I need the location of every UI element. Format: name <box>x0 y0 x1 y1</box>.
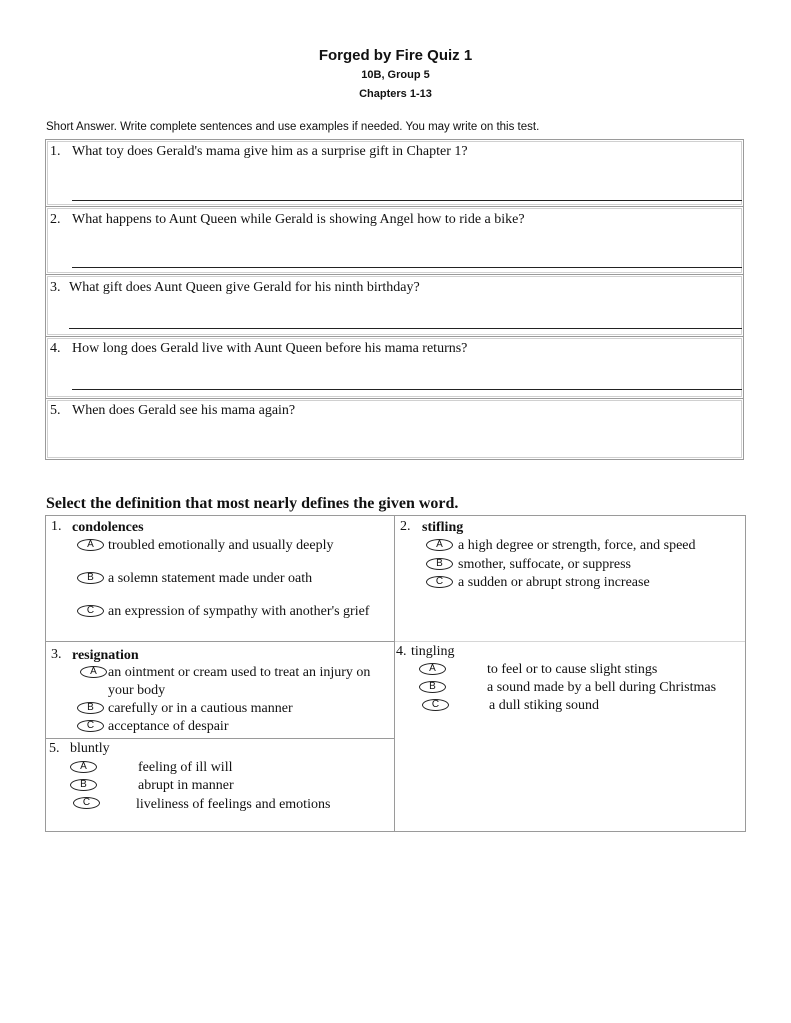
option-b-text: carefully or in a cautious manner <box>108 701 293 716</box>
answer-line[interactable] <box>69 328 742 329</box>
option-c-bubble[interactable]: C <box>77 720 104 732</box>
short-answer-question-4 <box>45 336 744 399</box>
short-answer-question-2 <box>45 206 744 275</box>
option-c-bubble[interactable]: C <box>77 605 104 617</box>
vocabulary-instructions: Select the definition that most nearly defines the given word. <box>46 495 459 512</box>
question-text: When does Gerald see his mama again? <box>72 403 296 418</box>
option-b-bubble[interactable]: B <box>77 702 104 714</box>
option-c-text: liveliness of feelings and emotions <box>136 797 331 812</box>
option-a-text: an ointment or cream used to treat an injury on your body <box>108 665 371 698</box>
question-number: 3. <box>50 280 61 295</box>
grid-divider <box>395 641 745 642</box>
option-c-text: a sudden or abrupt strong increase <box>458 575 650 590</box>
answer-line[interactable] <box>72 200 742 201</box>
short-answer-instructions: Short Answer. Write complete sentences and use examples if needed. You may write on this test. <box>46 121 540 133</box>
option-b-text: abrupt in manner <box>138 778 234 793</box>
option-a-bubble[interactable]: A <box>70 761 97 773</box>
option-a-bubble[interactable]: A <box>77 539 104 551</box>
option-c-bubble[interactable]: C <box>73 797 100 809</box>
option-a-text: feeling of ill will <box>138 760 233 775</box>
vocab-number: 5. <box>49 741 60 756</box>
question-number: 1. <box>50 144 61 159</box>
grid-divider <box>46 738 395 739</box>
option-b-bubble[interactable]: B <box>426 558 453 570</box>
chapters-range: Chapters 1-13 <box>359 88 432 100</box>
question-text: What toy does Gerald's mama give him as a surprise gift in Chapter 1? <box>72 144 468 159</box>
short-answer-question-1 <box>45 139 744 207</box>
option-a-bubble[interactable]: A <box>80 666 107 678</box>
vocab-word: bluntly <box>70 741 110 756</box>
vocab-word: resignation <box>72 648 139 663</box>
quiz-title: Forged by Fire Quiz 1 <box>318 47 473 64</box>
vocab-number: 2. <box>400 519 411 534</box>
option-a-text: to feel or to cause slight stings <box>487 662 658 677</box>
option-b-text: smother, suffocate, or suppress <box>458 557 631 572</box>
option-b-text: a solemn statement made under oath <box>108 571 313 586</box>
vocab-word: stifling <box>422 520 464 535</box>
short-answer-question-3 <box>45 274 744 337</box>
question-number: 5. <box>50 403 61 418</box>
vocab-word: tingling <box>411 644 455 659</box>
answer-line[interactable] <box>72 389 742 390</box>
grid-divider <box>394 515 395 832</box>
option-c-text: a dull stiking sound <box>489 698 600 713</box>
short-answer-question-5 <box>45 398 744 460</box>
question-text: What gift does Aunt Queen give Gerald for his ninth birthday? <box>69 280 420 295</box>
question-text: What happens to Aunt Queen while Gerald is showing Angel how to ride a bike? <box>72 212 525 227</box>
class-group: 10B, Group 5 <box>361 69 430 81</box>
question-number: 2. <box>50 212 61 227</box>
option-a-bubble[interactable]: A <box>426 539 453 551</box>
option-c-text: an expression of sympathy with another's grief <box>108 604 370 619</box>
option-b-text: a sound made by a bell during Christmas <box>487 680 717 695</box>
option-a-text: troubled emotionally and usually deeply <box>108 538 334 553</box>
grid-divider <box>46 641 395 642</box>
option-b-bubble[interactable]: B <box>77 572 104 584</box>
question-text: How long does Gerald live with Aunt Queen before his mama returns? <box>72 341 468 356</box>
option-c-bubble[interactable]: C <box>426 576 453 588</box>
option-b-bubble[interactable]: B <box>70 779 97 791</box>
vocab-number: 4. <box>396 644 407 659</box>
option-c-text: acceptance of despair <box>108 719 229 734</box>
vocab-number: 3. <box>51 647 62 662</box>
option-a-bubble[interactable]: A <box>419 663 446 675</box>
option-c-bubble[interactable]: C <box>422 699 449 711</box>
option-b-bubble[interactable]: B <box>419 681 446 693</box>
option-a-text: a high degree or strength, force, and speed <box>458 538 696 553</box>
answer-line[interactable] <box>72 267 742 268</box>
question-number: 4. <box>50 341 61 356</box>
vocab-number: 1. <box>51 519 62 534</box>
vocab-word: condolences <box>72 520 144 535</box>
